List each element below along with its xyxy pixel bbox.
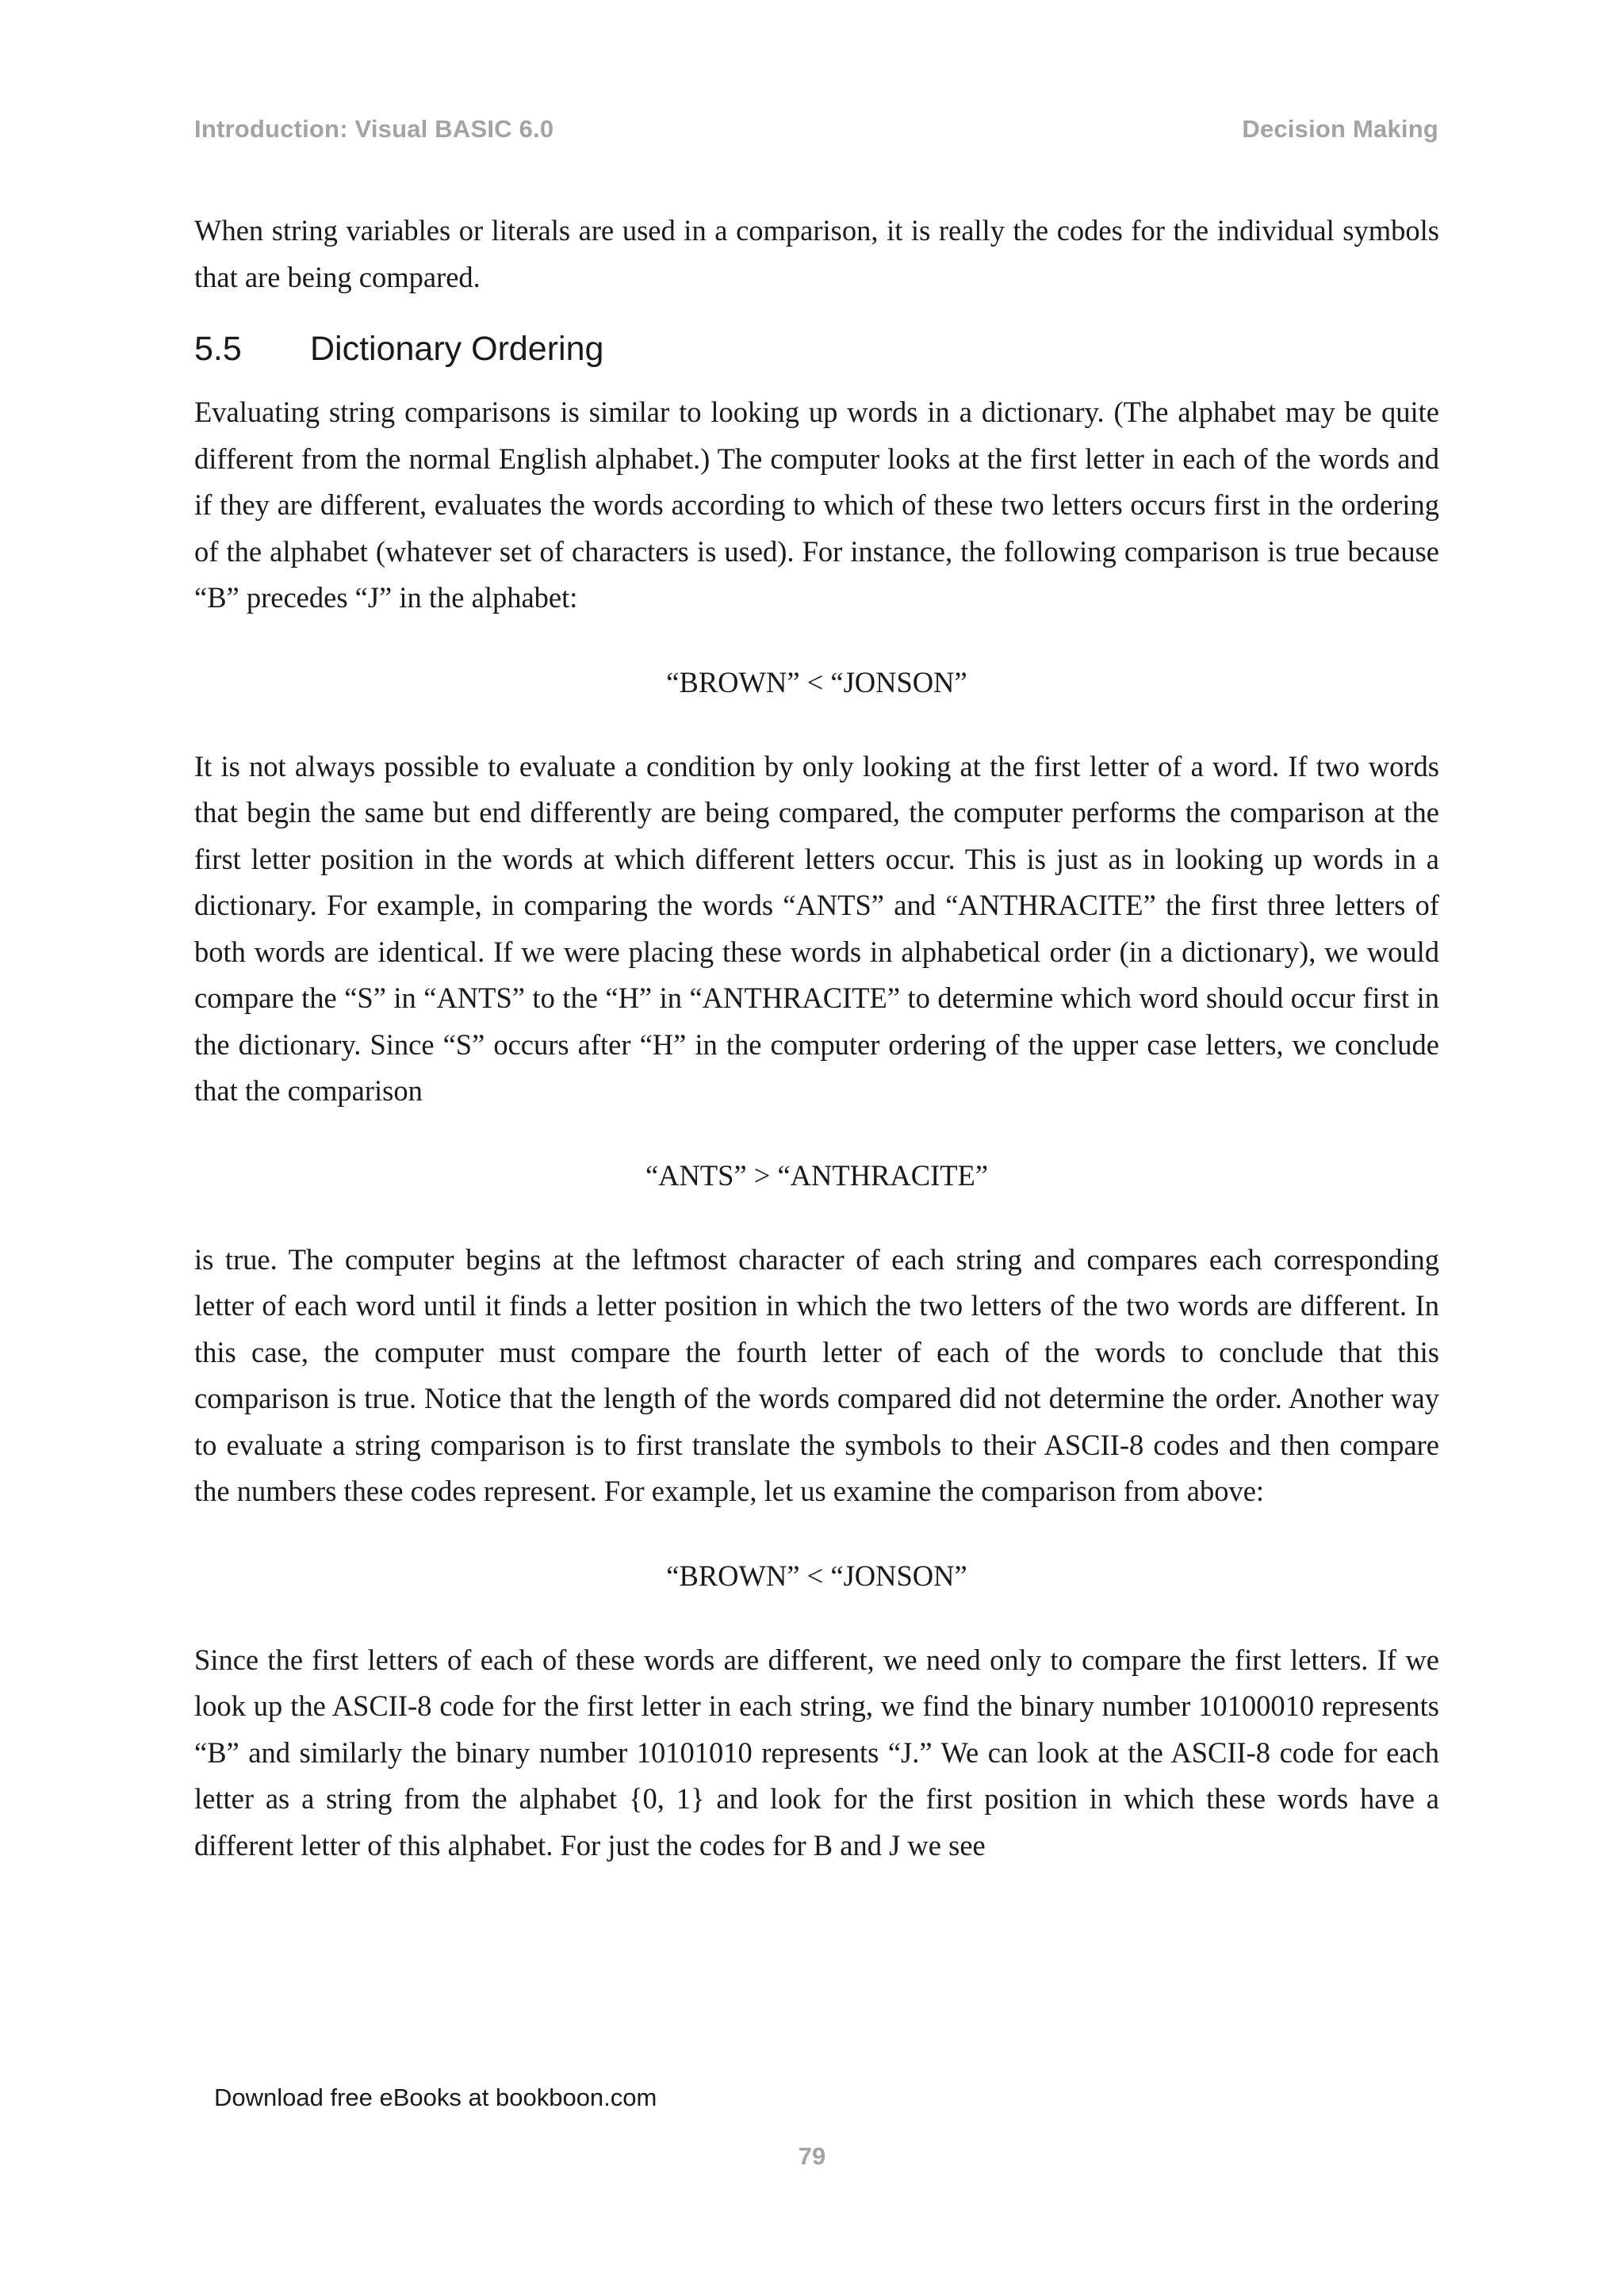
download-ebooks-link[interactable]: Download free eBooks at bookboon.com (214, 2084, 657, 2111)
section-number: 5.5 (194, 330, 242, 368)
section-title: Dictionary Ordering (310, 330, 604, 368)
header-chapter-title: Decision Making (1242, 115, 1438, 143)
page-content (194, 208, 1439, 1869)
section-heading (194, 326, 1439, 372)
page-number: 79 (798, 2142, 826, 2170)
comparison-formula: “BROWN” < “JONSON” (666, 1559, 967, 1592)
comparison-formula: “ANTS” > “ANTHRACITE” (645, 1158, 989, 1192)
body-paragraph: Since the first letters of each of these words are different, we need only to compare the first letters. If we look up the ASCII-8 code for the first letter in each string, we find the binary number 10100010 represents “B” and similarly the binary number 10101010 represents “J.” We can look at the ASCII-8 code for each letter as a string from the alphabet {0, 1} and look for the first position in which these words have a different letter of this alphabet. For just the codes for B and J we see (194, 1643, 1439, 1862)
comparison-formula: “BROWN” < “JONSON” (666, 665, 967, 698)
body-paragraph: is true. The computer begins at the leftmost character of each string and compares each corresponding letter of each word until it finds a letter position in which the two letters of the two words are different. In this case, the computer must compare the fourth letter of each of the words to conclude that this comparison is true. Notice that the length of the words compared did not determine the order. Another way to evaluate a string comparison is to first translate the symbols to their ASCII-8 codes and then compare the numbers these codes represent. For example, let us examine the comparison from above: (194, 1242, 1439, 1507)
header-book-title: Introduction: Visual BASIC 6.0 (194, 115, 554, 143)
body-paragraph: It is not always possible to evaluate a condition by only looking at the first letter of a word. If two words that begin the same but end differently are being compared, the computer performs the comparison at the first letter position in the words at which different letters occur. This is just as in looking up words in a dictionary. For example, in comparing the words “ANTS” and “ANTHRACITE” the first three letters of both words are identical. If we were placing these words in alphabetical order (in a dictionary), we would compare the “S” in “ANTS” to the “H” in “ANTHRACITE” to determine which word should occur first in the dictionary. Since “S” occurs after “H” in the computer ordering of the upper case letters, we conclude that the comparison (194, 749, 1439, 1107)
intro-paragraph: When string variables or literals are used in a comparison, it is really the codes for the individual symbols that are being compared. (194, 214, 1439, 293)
running-header (194, 115, 1438, 144)
body-paragraph: Evaluating string comparisons is similar to looking up words in a dictionary. (The alphabet may be quite different from the normal English alphabet.) The computer looks at the first letter in each of the words and if they are different, evaluates the words according to which of these two letters occurs first in the ordering of the alphabet (whatever set of characters is used). For instance, the following comparison is true because “B” precedes “J” in the alphabet: (194, 396, 1439, 614)
